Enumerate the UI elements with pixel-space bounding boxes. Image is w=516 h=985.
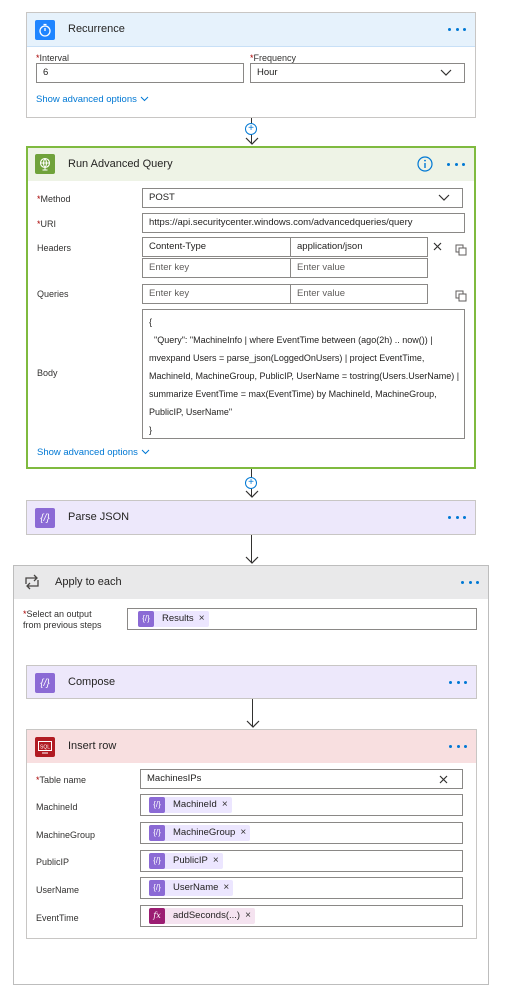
- advanced-query-title: Run Advanced Query: [68, 158, 173, 170]
- recurrence-card: [26, 12, 476, 118]
- body-line: }: [149, 425, 153, 435]
- body-line: summarize EventTime = max(EventTime) by MachineId, MachineGroup,: [149, 389, 437, 399]
- machineid-field[interactable]: [140, 794, 463, 816]
- interval-label: *Interval: [36, 53, 70, 63]
- insert-row-header[interactable]: [27, 730, 476, 763]
- eventtime-token[interactable]: fx addSeconds(...) ×: [149, 908, 255, 924]
- svg-text:SQL: SQL: [39, 744, 51, 751]
- select-output-label: *Select an output from previous steps: [23, 609, 102, 630]
- close-icon[interactable]: ×: [245, 910, 251, 921]
- method-label: *Method: [37, 194, 71, 204]
- arrow-down-icon: [245, 137, 259, 145]
- frequency-label: *Frequency: [250, 53, 297, 63]
- sql-icon: [35, 737, 55, 757]
- advanced-query-card: [26, 146, 476, 469]
- braces-icon: {/}: [149, 797, 165, 813]
- insert-row-card: [26, 729, 477, 939]
- compose-title: Compose: [68, 676, 116, 688]
- machinegroup-field[interactable]: [140, 822, 463, 844]
- interval-field[interactable]: 6: [36, 63, 244, 83]
- close-icon[interactable]: [433, 242, 442, 251]
- apply-to-each-card: [13, 565, 489, 985]
- new-header-key-field[interactable]: Enter key: [142, 258, 291, 278]
- body-label: Body: [37, 368, 58, 378]
- new-header-value-field[interactable]: Enter value: [290, 258, 428, 278]
- username-label: UserName: [36, 885, 80, 895]
- insert-row-title: Insert row: [68, 740, 117, 752]
- chevron-down-icon: [141, 449, 150, 455]
- plus-icon[interactable]: +: [245, 477, 257, 489]
- uri-field[interactable]: https://api.securitycenter.windows.com/advancedqueries/query: [142, 213, 465, 233]
- close-icon[interactable]: ×: [221, 799, 228, 810]
- advanced-query-header[interactable]: [28, 148, 474, 181]
- header-key-field[interactable]: Content-Type: [142, 237, 291, 257]
- machineid-token[interactable]: {/} MachineId ×: [149, 797, 232, 813]
- chevron-down-icon: [440, 69, 452, 77]
- body-line: {: [149, 317, 153, 327]
- more-icon[interactable]: [445, 21, 469, 37]
- body-line: PublicIP, UserName": [149, 407, 233, 417]
- publicip-label: PublicIP: [36, 857, 70, 867]
- arrow-down-icon: [246, 720, 260, 728]
- username-field[interactable]: [140, 877, 463, 899]
- apply-to-each-header[interactable]: [14, 566, 488, 599]
- more-icon[interactable]: [446, 738, 470, 754]
- globe-icon: [35, 154, 55, 174]
- queries-label: Queries: [37, 289, 69, 299]
- body-line: mvexpand Users = parse_json(LoggedOnUsers) | project EventTime,: [149, 353, 425, 363]
- chevron-down-icon: [140, 96, 149, 102]
- stopwatch-icon: [35, 20, 55, 40]
- braces-icon: {/}: [138, 611, 154, 627]
- braces-icon: {/}: [149, 853, 165, 869]
- braces-icon: {/}: [35, 673, 55, 693]
- close-icon[interactable]: ×: [212, 855, 219, 866]
- body-line: MachineId, MachineGroup, PublicIP, UserName = tostring(Users.UserName) |: [149, 371, 460, 381]
- parse-json-card[interactable]: [26, 500, 476, 535]
- uri-label: *URI: [37, 219, 57, 229]
- plus-icon[interactable]: +: [245, 123, 257, 135]
- more-icon[interactable]: [446, 674, 470, 690]
- query-value-field[interactable]: Enter value: [290, 284, 428, 304]
- more-icon[interactable]: [458, 574, 482, 590]
- close-icon[interactable]: ×: [198, 613, 205, 624]
- results-token[interactable]: {/} Results ×: [138, 611, 209, 627]
- publicip-token[interactable]: {/} PublicIP ×: [149, 853, 223, 869]
- recurrence-title: Recurrence: [68, 23, 125, 35]
- body-line: "Query": "MachineInfo | where EventTime between (ago(2h) .. now()) |: [149, 335, 433, 345]
- eventtime-field[interactable]: [140, 905, 463, 927]
- query-key-field[interactable]: Enter key: [142, 284, 291, 304]
- eventtime-label: EventTime: [36, 913, 79, 923]
- username-token[interactable]: {/} UserName ×: [149, 880, 233, 896]
- loop-icon: [23, 574, 41, 590]
- table-name-label: *Table name: [36, 775, 87, 785]
- headers-label: Headers: [37, 243, 72, 253]
- header-value-field[interactable]: application/json: [290, 237, 428, 257]
- arrow-down-icon: [245, 556, 259, 564]
- info-icon[interactable]: [417, 156, 433, 172]
- show-advanced-options-link[interactable]: Show advanced options: [36, 94, 149, 105]
- method-select[interactable]: POST: [142, 188, 463, 208]
- publicip-field[interactable]: [140, 850, 463, 872]
- braces-icon: {/}: [149, 880, 165, 896]
- close-icon[interactable]: ×: [240, 827, 247, 838]
- function-icon: fx: [149, 908, 165, 924]
- copy-icon[interactable]: [455, 290, 467, 302]
- machineid-label: MachineId: [36, 802, 78, 812]
- braces-icon: {/}: [149, 825, 165, 841]
- show-advanced-options-link[interactable]: Show advanced options: [37, 447, 150, 458]
- recurrence-header[interactable]: [27, 13, 475, 47]
- apply-to-each-title: Apply to each: [55, 576, 122, 588]
- body-field[interactable]: [142, 309, 465, 439]
- arrow-down-icon: [245, 490, 259, 498]
- machinegroup-token[interactable]: {/} MachineGroup ×: [149, 825, 250, 841]
- compose-card[interactable]: [26, 665, 477, 699]
- close-icon[interactable]: ×: [223, 882, 230, 893]
- select-output-field[interactable]: [127, 608, 477, 630]
- machinegroup-label: MachineGroup: [36, 830, 96, 840]
- braces-icon: {/}: [35, 508, 55, 528]
- more-icon[interactable]: [444, 156, 468, 172]
- more-icon[interactable]: [445, 509, 469, 525]
- parse-json-title: Parse JSON: [68, 511, 130, 523]
- copy-icon[interactable]: [455, 244, 467, 256]
- chevron-down-icon: [438, 194, 450, 202]
- table-name-field[interactable]: MachinesIPs: [140, 769, 463, 789]
- close-icon[interactable]: [439, 775, 448, 784]
- frequency-select[interactable]: Hour: [250, 63, 465, 83]
